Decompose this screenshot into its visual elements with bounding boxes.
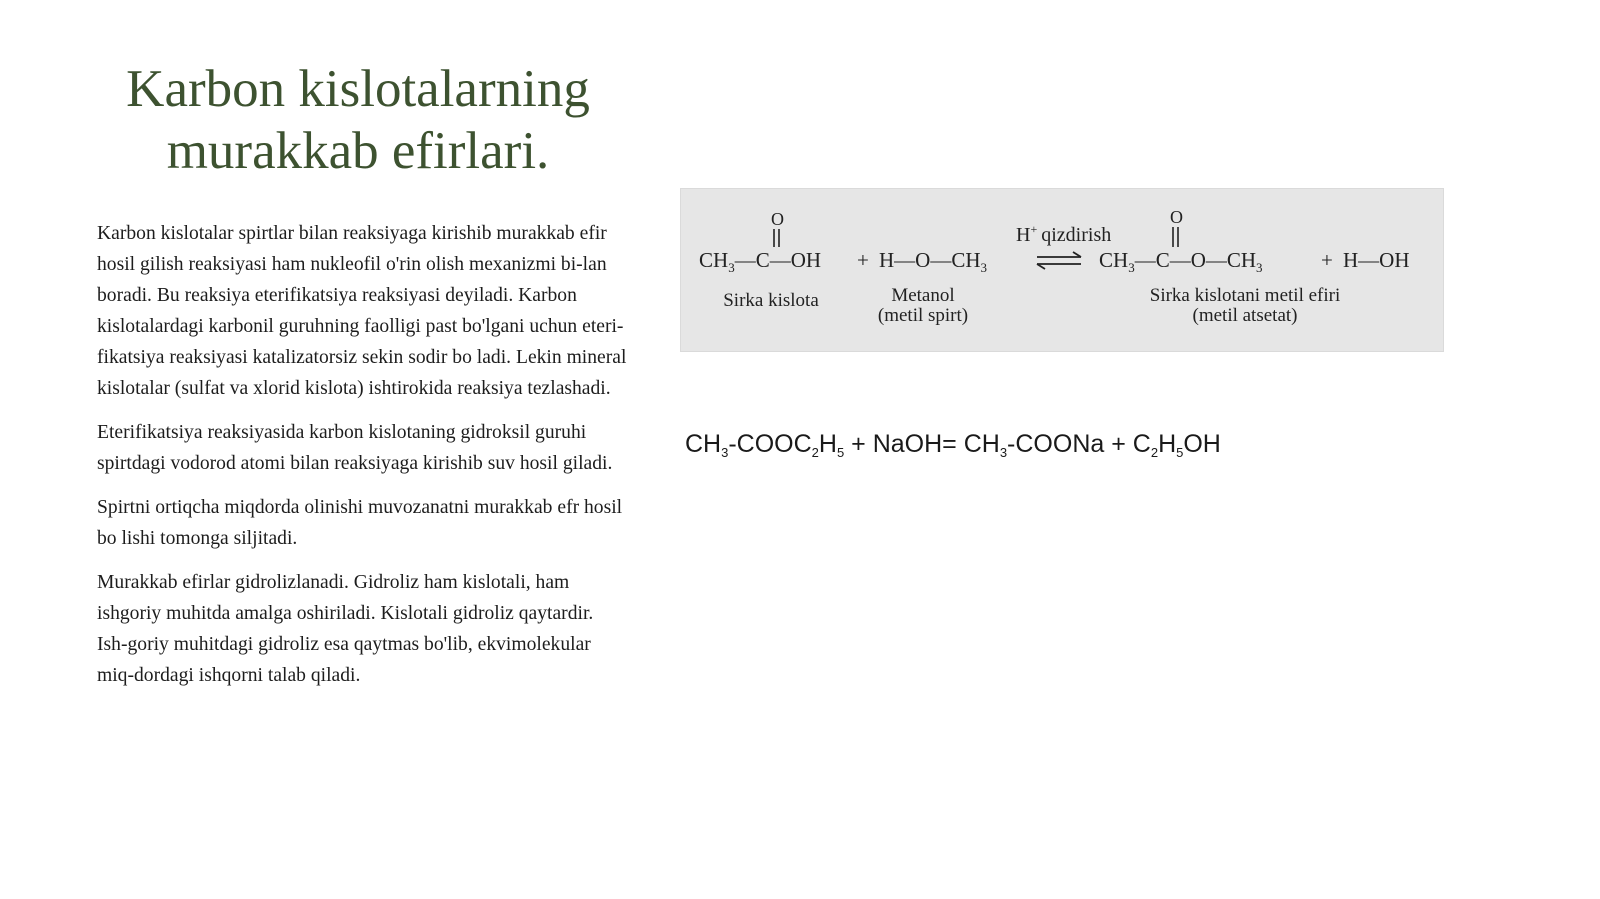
acid-carbonyl-oxygen: O [771, 209, 784, 229]
alcohol-formula: $H—O—CH_3$ [879, 248, 988, 275]
label-methyl-alcohol: (metil spirt) [877, 305, 969, 326]
water-formula: H—OH [1343, 248, 1410, 272]
reaction-condition: H+ qizdirish [1016, 222, 1112, 246]
plus-sign-1: + [857, 248, 869, 272]
equilibrium-arrow-icon [1037, 252, 1081, 269]
title-line-1: Karbon kislotalarning [126, 60, 590, 118]
label-ester-name: Sirka kislotani metil efiri [1149, 285, 1341, 306]
paragraph-3: Spirtni ortiqcha miqdorda olinishi muvozanatni murakkab efr hosil bo lishi tomonga siljitadi. [97, 497, 623, 549]
reaction-scheme-svg [681, 189, 1444, 352]
body-text [97, 218, 627, 704]
slide-title [70, 58, 646, 182]
title-line-2: murakkab efirlari. [166, 122, 550, 180]
hydrolysis-equation: $CH_3-COOC_2H_5$ + NaOH= $CH_3$-COONa + $C_2H_5OH$ [685, 430, 1221, 460]
label-methyl-acetate: (metil atsetat) [1192, 305, 1298, 326]
label-acetic-acid: Sirka kislota [723, 290, 819, 311]
label-methanol: Metanol [891, 285, 955, 306]
acid-formula: $CH_3—C—OH$ [699, 248, 822, 275]
paragraph-2: Eterifikatsiya reaksiyasida karbon kislotaning gidroksil guruhi spirtdagi vodorod atomi bilan reaksiyaga kirishib suv hosil giladi. [97, 422, 613, 474]
paragraph-4: Murakkab efirlar gidrolizlanadi. Gidroliz ham kislotali, ham ishgoriy muhitda amalga oshiriladi. Kislotali gidroliz qaytardir. Ish-goriy muhitdagi gidroliz esa qaytmas bo'lib, ekvimolekular miq-dordagi ishqorni talab qiladi. [97, 572, 594, 686]
paragraph-1: Karbon kislotalar spirtlar bilan reaksiyaga kirishib murakkab efir hosil gilish reaksiyasi ham nukleofil o'rin olish mexanizmi bi-lan boradi. Bu reaksiya eterifikatsiya reaksiyasi deyiladi. Karbon kislotalardagi karbonil guruhning faolligi past bo'lgani uchun eteri-fikatsiya reaksiyasi katalizatorsiz sekin sodir bo ladi. Lekin mineral kislotalar (sulfat va xlorid kislota) ishtirokida reaksiya tezlashadi. [97, 223, 627, 399]
ester-formula: $CH_3—C—O—CH_3$ [1099, 248, 1263, 275]
plus-sign-2: + [1321, 248, 1333, 272]
reaction-scheme-image [680, 188, 1444, 352]
ester-carbonyl-oxygen: O [1170, 207, 1183, 227]
